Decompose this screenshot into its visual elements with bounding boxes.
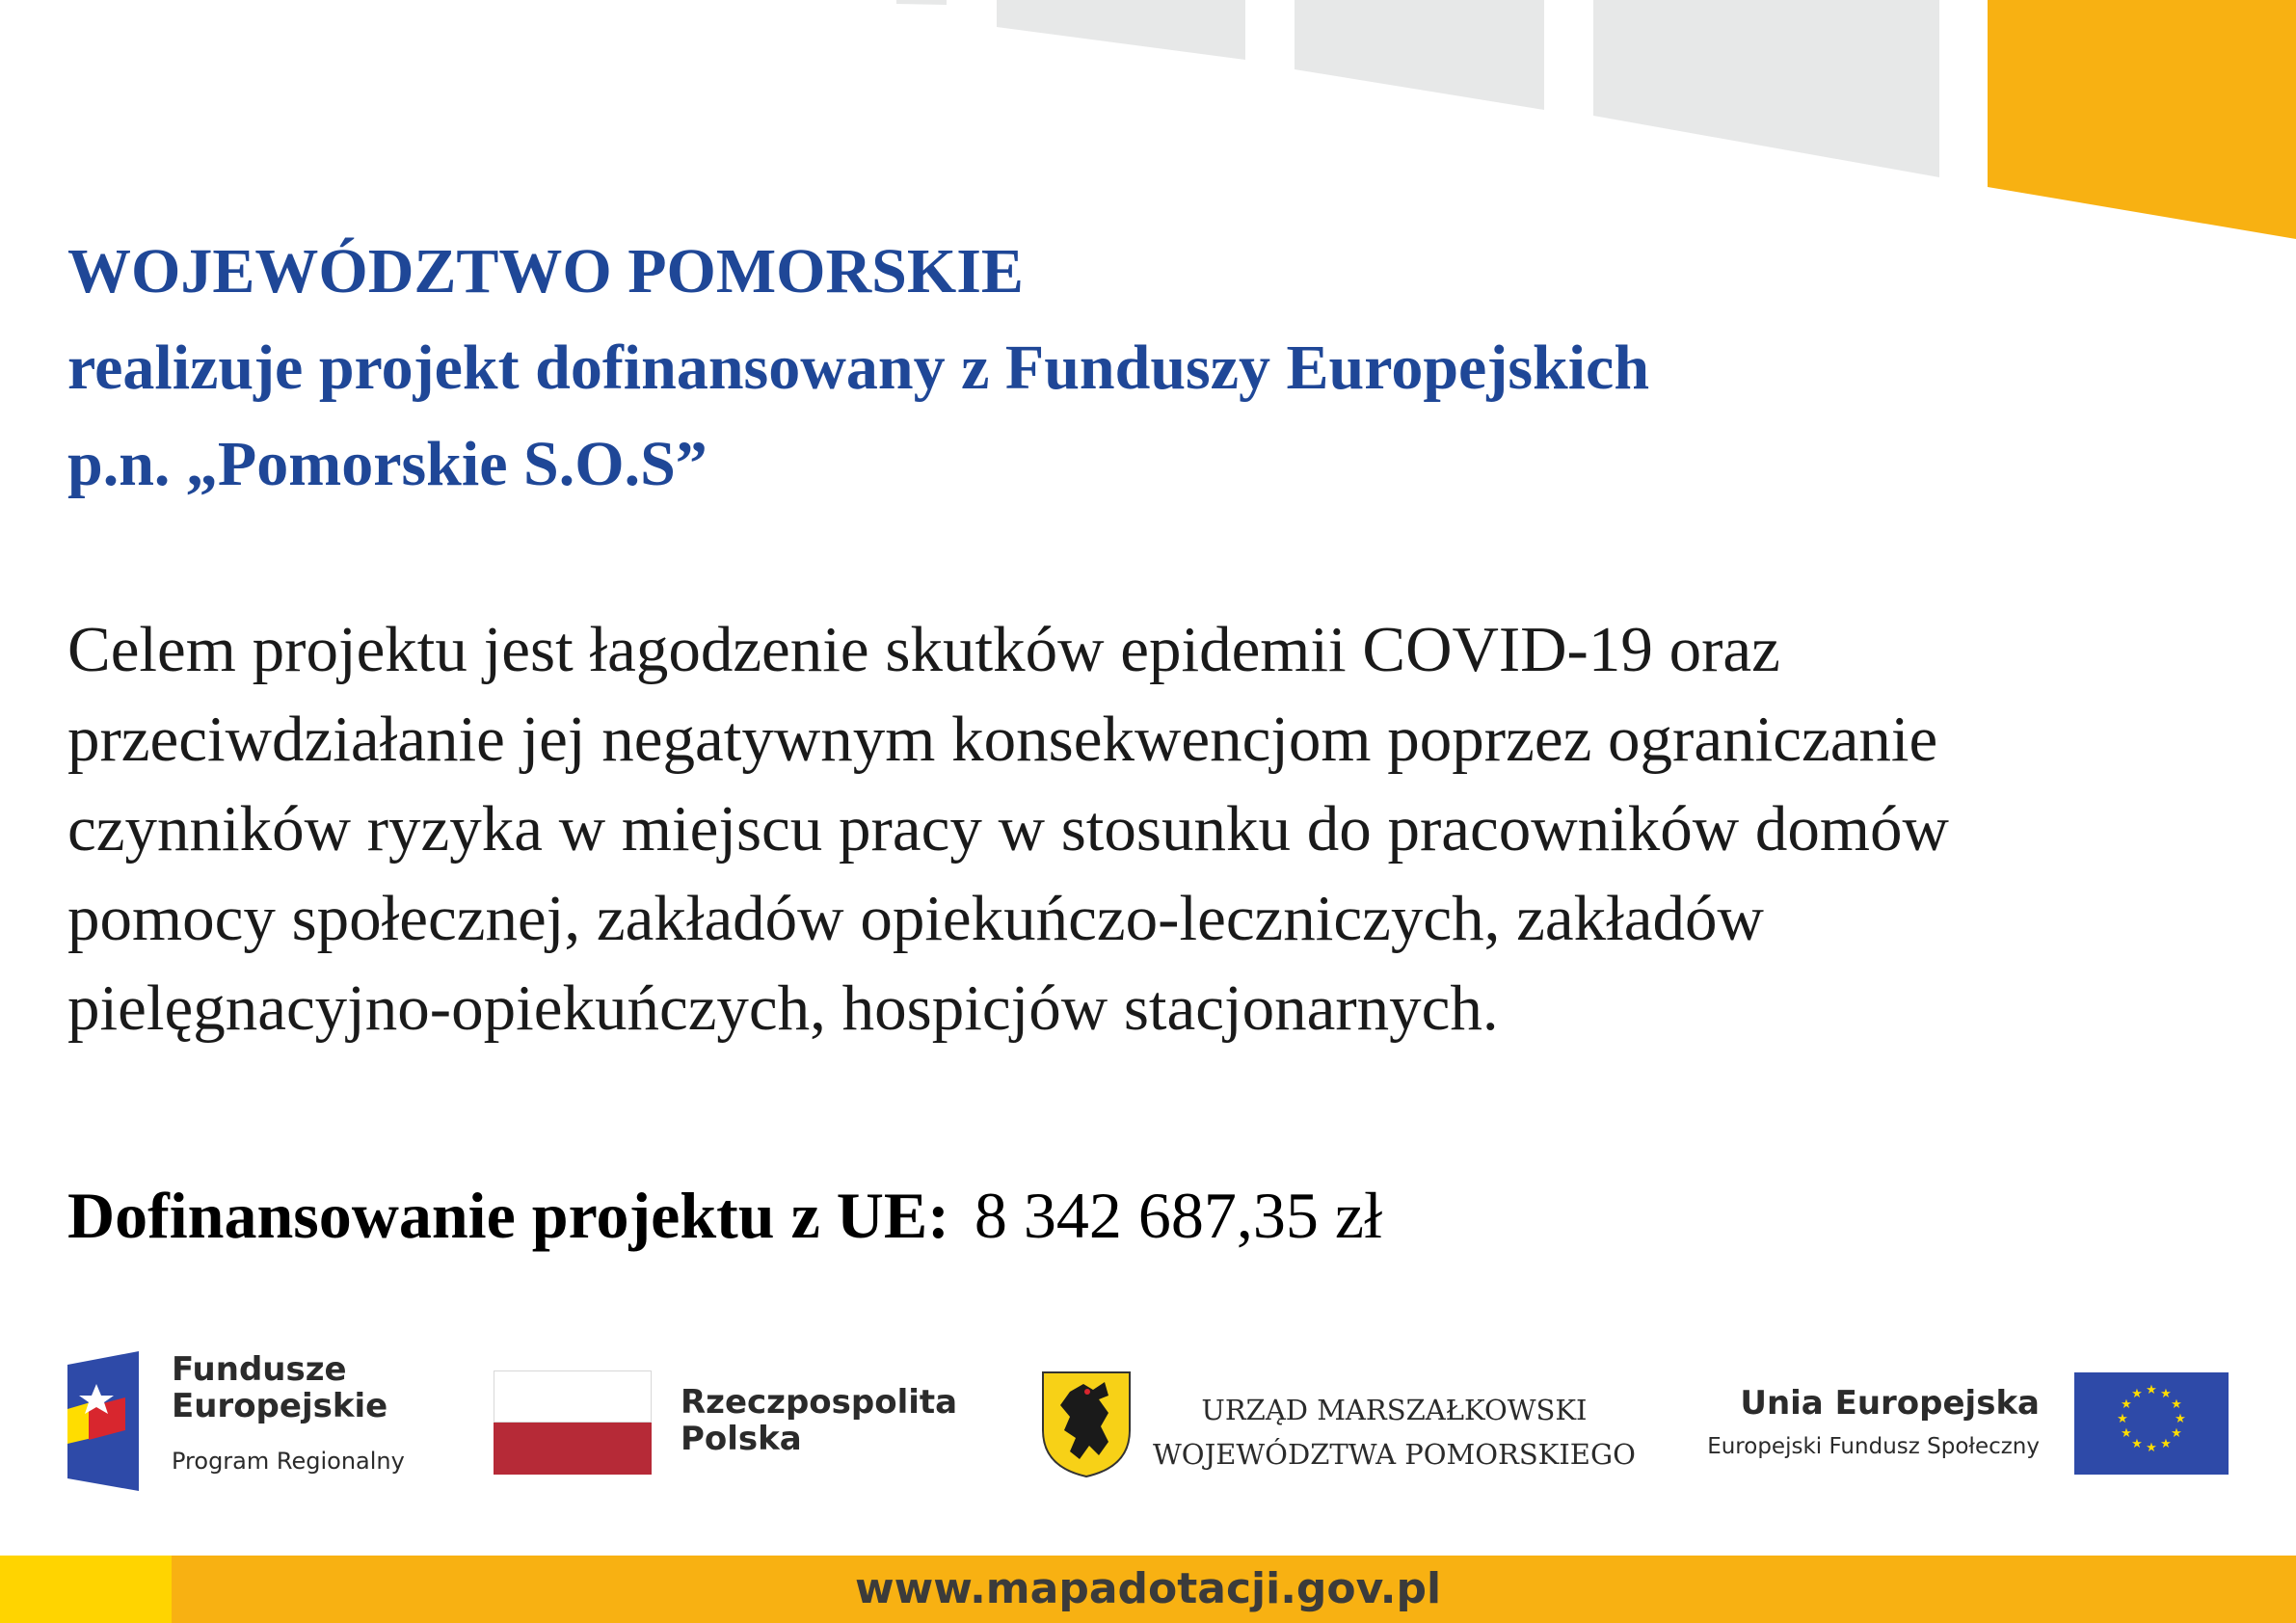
description-line: przeciwdziałanie jej negatywnym konsekwencjom poprzez ograniczanie <box>67 704 1938 775</box>
top-decoration <box>0 0 2296 251</box>
fundusze-europejskie-logo <box>67 1351 472 1491</box>
svg-text:★: ★ <box>2175 1412 2186 1426</box>
eu-flag-icon <box>2074 1372 2229 1475</box>
svg-text:★: ★ <box>2146 1441 2157 1455</box>
gray-band-4 <box>1593 0 1939 177</box>
heading-line-3: p.n. „Pomorskie S.O.S” <box>67 429 707 499</box>
fe-title-line-2: Europejskie <box>172 1387 388 1425</box>
footer-url[interactable]: www.mapadotacji.gov.pl <box>854 1564 1442 1613</box>
svg-text:★: ★ <box>2160 1387 2172 1401</box>
um-text <box>1153 1388 1636 1477</box>
gray-band-3 <box>1295 0 1544 110</box>
svg-text:★: ★ <box>2121 1397 2132 1412</box>
rp-line-1: Rzeczpospolita <box>681 1383 958 1422</box>
description-line: pomocy społecznej, zakładów opiekuńczo-leczniczych, zakładów <box>67 883 1764 954</box>
svg-text:★: ★ <box>2117 1412 2128 1426</box>
funding-amount: 8 342 687,35 zł <box>974 1179 1382 1252</box>
description-line: czynników ryzyka w miejscu pracy w stosunku do pracowników domów <box>67 793 1949 865</box>
svg-text:★: ★ <box>2171 1397 2182 1412</box>
urzad-marszalkowski-logo <box>1041 1370 1639 1478</box>
fe-subtitle: Program Regionalny <box>172 1448 405 1475</box>
rzeczpospolita-polska-logo <box>494 1370 956 1477</box>
gray-band-1 <box>896 0 947 5</box>
svg-text:★: ★ <box>2171 1426 2182 1441</box>
project-description <box>67 605 2188 1053</box>
svg-text:★: ★ <box>2160 1437 2172 1451</box>
footer-bar <box>0 1556 2296 1623</box>
heading-line-2: realizuje projekt dofinansowany z Funduszy Europejskich <box>67 333 1650 403</box>
griffin-coat-of-arms-icon <box>1041 1370 1132 1478</box>
description-line: pielęgnacyjno-opiekuńczych, hospicjów stacjonarnych. <box>67 972 1499 1044</box>
um-line-1: URZĄD MARSZAŁKOWSKI <box>1201 1394 1588 1426</box>
funding-amount-row <box>67 1178 1382 1254</box>
yellow-band <box>1988 0 2296 239</box>
svg-text:★: ★ <box>2146 1383 2157 1397</box>
ue-subtitle: Europejski Fundusz Społeczny <box>1707 1434 2040 1459</box>
svg-text:★: ★ <box>2131 1387 2143 1401</box>
ue-title: Unia Europejska <box>1740 1384 2040 1423</box>
fe-emblem-icon <box>67 1351 141 1491</box>
rp-line-2: Polska <box>681 1420 802 1458</box>
fe-title-line-1: Fundusze <box>172 1350 347 1389</box>
unia-europejska-logo <box>1696 1372 2229 1475</box>
project-heading <box>67 224 2092 513</box>
svg-text:★: ★ <box>2131 1437 2143 1451</box>
polish-flag-icon <box>494 1370 652 1475</box>
um-line-2: WOJEWÓDZTWA POMORSKIEGO <box>1153 1438 1636 1471</box>
svg-text:★: ★ <box>2121 1426 2132 1441</box>
gray-band-2 <box>997 0 1245 60</box>
funding-label: Dofinansowanie projektu z UE: <box>67 1179 949 1252</box>
heading-line-1: WOJEWÓDZTWO POMORSKIE <box>67 236 1024 306</box>
description-line: Celem projektu jest łagodzenie skutków epidemii COVID-19 oraz <box>67 614 1780 685</box>
rp-text <box>681 1384 957 1457</box>
fe-title <box>172 1351 387 1424</box>
